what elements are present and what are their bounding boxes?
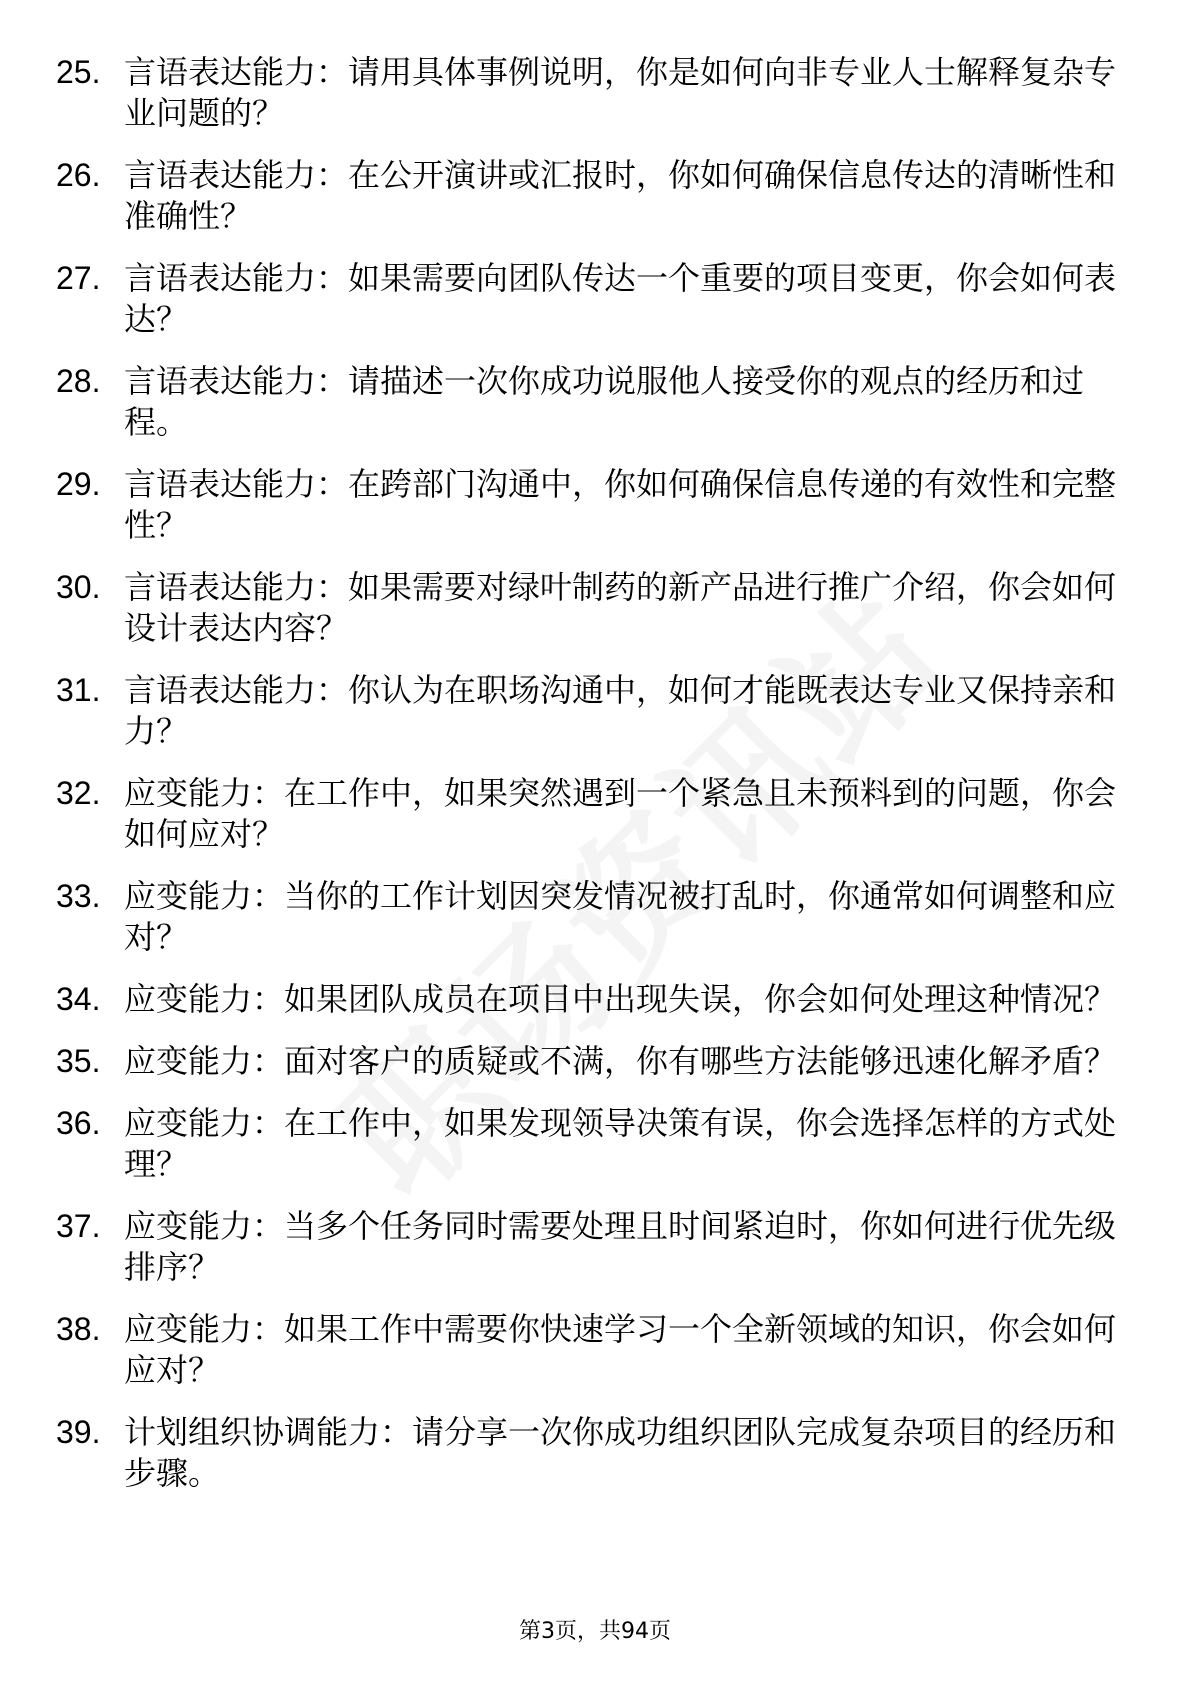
- list-item: [56, 670, 1126, 752]
- question-number: 35.: [56, 1043, 101, 1079]
- question-text: 应变能力：如果团队成员在项目中出现失误，你会如何处理这种情况？: [124, 980, 1117, 1018]
- list-item: [56, 1206, 1126, 1288]
- question-number: 39.: [56, 1414, 101, 1450]
- question-text: 言语表达能力：在跨部门沟通中，你如何确保信息传递的有效性和完整性？: [124, 465, 1117, 544]
- question-text: 应变能力：如果工作中需要你快速学习一个全新领域的知识，你会如何应对？: [124, 1310, 1117, 1389]
- question-number: 29.: [56, 466, 101, 502]
- question-number: 33.: [56, 878, 101, 914]
- question-number: 36.: [56, 1105, 101, 1141]
- question-number: 34.: [56, 981, 101, 1017]
- question-text: 言语表达能力：请用具体事例说明，你是如何向非专业人士解释复杂专业问题的？: [124, 53, 1117, 132]
- list-item: [56, 361, 1126, 443]
- question-text: 应变能力：当多个任务同时需要处理且时间紧迫时，你如何进行优先级排序？: [124, 1207, 1117, 1286]
- question-number: 37.: [56, 1208, 101, 1244]
- question-text: 言语表达能力：如果需要对绿叶制药的新产品进行推广介绍，你会如何设计表达内容？: [124, 568, 1117, 647]
- question-number: 30.: [56, 569, 101, 605]
- question-text: 言语表达能力：请描述一次你成功说服他人接受你的观点的经历和过程。: [124, 362, 1085, 441]
- list-item: [56, 979, 1126, 1020]
- list-item: [56, 52, 1126, 134]
- list-item: [56, 773, 1126, 855]
- list-item: [56, 567, 1126, 649]
- question-number: 31.: [56, 672, 101, 708]
- question-text: 应变能力：在工作中，如果突然遇到一个紧急且未预料到的问题，你会如何应对？: [124, 774, 1117, 853]
- list-item: [56, 1103, 1126, 1185]
- question-text: 言语表达能力：你认为在职场沟通中，如何才能既表达专业又保持亲和力？: [124, 671, 1117, 750]
- list-item: [56, 155, 1126, 237]
- question-number: 25.: [56, 54, 101, 90]
- page-indicator: 第3页，共94页: [519, 1619, 671, 1644]
- question-text: 言语表达能力：在公开演讲或汇报时，你如何确保信息传达的清晰性和准确性？: [124, 156, 1117, 235]
- question-text: 应变能力：在工作中，如果发现领导决策有误，你会选择怎样的方式处理？: [124, 1104, 1117, 1183]
- list-item: [56, 258, 1126, 340]
- list-item: [56, 1309, 1126, 1391]
- question-text: 应变能力：面对客户的质疑或不满，你有哪些方法能够迅速化解矛盾？: [124, 1042, 1117, 1080]
- list-item: [56, 876, 1126, 958]
- question-text: 言语表达能力：如果需要向团队传达一个重要的项目变更，你会如何表达？: [124, 259, 1117, 338]
- question-number: 32.: [56, 775, 101, 811]
- list-item: [56, 1041, 1126, 1082]
- list-item: [56, 1412, 1126, 1494]
- question-number: 28.: [56, 363, 101, 399]
- question-number: 38.: [56, 1311, 101, 1347]
- question-number: 27.: [56, 260, 101, 296]
- question-number: 26.: [56, 157, 101, 193]
- question-text: 应变能力：当你的工作计划因突发情况被打乱时，你通常如何调整和应对？: [124, 877, 1117, 956]
- list-item: [56, 464, 1126, 546]
- question-text: 计划组织协调能力：请分享一次你成功组织团队完成复杂项目的经历和步骤。: [124, 1413, 1117, 1492]
- question-list: [56, 52, 1126, 1515]
